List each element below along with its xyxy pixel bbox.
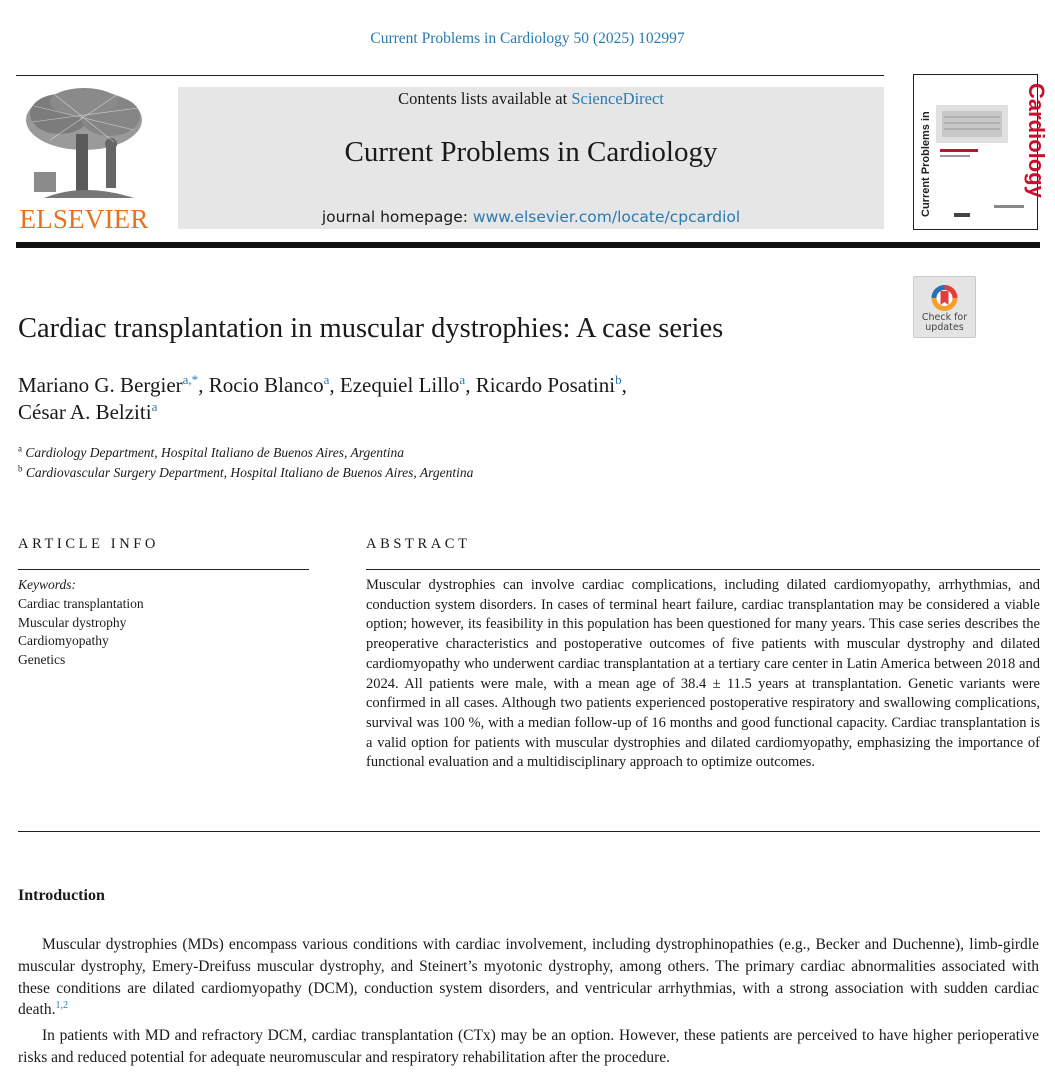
affiliation-mark: a [18,443,22,454]
cover-brand-text: Cardiology [1024,83,1049,198]
author-list-line-1 [18,373,627,398]
author-name[interactable]: César A. Belziti [18,400,152,424]
keyword-item: Cardiac transplantation [18,596,144,611]
cover-series-text: Current Problems in [920,111,932,217]
author-name[interactable]: Rocio Blanco [208,373,324,397]
author-affiliation-mark[interactable]: a [151,399,158,414]
abstract-bottom-rule [18,831,1040,832]
homepage-line [178,208,884,226]
affiliation-text: Cardiovascular Surgery Department, Hospital Italiano de Buenos Aires, Argentina [25,465,474,480]
abstract-heading: ABSTRACT [366,536,471,552]
journal-cover-image[interactable] [913,74,1049,230]
contents-line [178,89,884,109]
introduction-paragraph-2: In patients with MD and refractory DCM, cardiac transplantation (CTx) may be an option. However, these patients are perceived to have higher perioperative risks and reduced potential for adequate neuromuscular and respiratory rehabilitation after the procedure. [18,1027,1039,1066]
author-name[interactable]: Mariano G. Bergier [18,373,183,397]
keyword-item: Genetics [18,652,66,667]
check-line-1: Check for [921,312,968,323]
introduction-heading: Introduction [18,887,105,904]
homepage-prefix: journal homepage: [321,208,473,226]
affiliation-b [18,465,473,481]
article-info-heading: ARTICLE INFO [18,536,160,552]
author-affiliation-mark[interactable]: a [323,372,330,387]
homepage-link[interactable]: www.elsevier.com/locate/cpcardiol [472,208,741,226]
author-separator: , [621,373,627,397]
sciencedirect-link[interactable]: ScienceDirect [571,89,664,108]
header-thick-rule [16,242,1040,248]
journal-reference-link[interactable]: Current Problems in Cardiology 50 (2025) 102997 [370,30,685,47]
header-top-rule [16,75,884,76]
author-separator: , [465,373,476,397]
author-affiliation-mark[interactable]: a,* [182,372,199,387]
author-name[interactable]: Ricardo Posatini [475,373,616,397]
check-for-updates-label [913,313,976,333]
author-list-line-2 [18,400,157,425]
keyword-item: Cardiomyopathy [18,633,109,648]
elsevier-wordmark: ELSEVIER [19,204,149,234]
contents-prefix: Contents lists available at [398,89,572,108]
introduction-paragraph-1 [18,934,1039,1021]
citation-link[interactable]: 1,2 [55,1000,68,1012]
author-separator: , [198,373,209,397]
author-separator: , [329,373,340,397]
journal-title: Current Problems in Cardiology [344,136,718,168]
abstract-body: Muscular dystrophies can involve cardiac complications, including dilated cardiomyopathy, arrhythmias, and conduction system disorders. In cases of terminal heart failure, cardiac transplantation may be considered a viable option; however, its feasibility in this population has been questioned for many years. This case series describes the preoperative characteristics and postoperative outcomes of five patients with muscular dystrophy and dilated cardiomyopathy who underwent cardiac transplantation at a tertiary care center in Latin America between 2018 and 2024. All patients were male, with a mean age of 38.4 ± 11.5 years at transplantation. Genetic variants were confirmed in all cases. Although two patients experienced postoperative respiratory and swallowing complications, survival was 100 %, with a median follow-up of 16 months and good functional capacity. Cardiac transplantation is a valid option for patients with muscular dystrophies and dilated cardiomyopathy, emphasizing the importance of functional evaluation and a multidisciplinary approach to optimize outcomes. [366,577,1040,771]
keywords-label: Keywords: [18,577,76,592]
check-line-2: updates [925,322,964,333]
affiliation-a [18,445,404,461]
keyword-item: Muscular dystrophy [18,615,127,630]
affiliation-mark: b [18,463,23,474]
article-info-rule [18,569,309,570]
affiliation-text: Cardiology Department, Hospital Italiano de Buenos Aires, Argentina [25,445,404,460]
author-affiliation-mark[interactable]: a [459,372,466,387]
article-title: Cardiac transplantation in muscular dystrophies: A case series [18,313,724,344]
author-affiliation-mark[interactable]: b [615,372,622,387]
paragraph-text: Muscular dystrophies (MDs) encompass various conditions with cardiac involvement, including dystrophinopathies (e.g., Becker and Duchenne), limb-girdle muscular dystrophy, Emery-Dreifuss muscular dystrophy, and Steinert’s myotonic dystrophy, among others. The primary cardiac abnormalities associated with these conditions are dilated cardiomyopathy (DCM), conduction system disorders, and ventricular arrhythmias, with a strong association with sudden cardiac death. [18,936,1039,1019]
abstract-rule [366,569,1040,570]
author-name[interactable]: Ezequiel Lillo [339,373,460,397]
